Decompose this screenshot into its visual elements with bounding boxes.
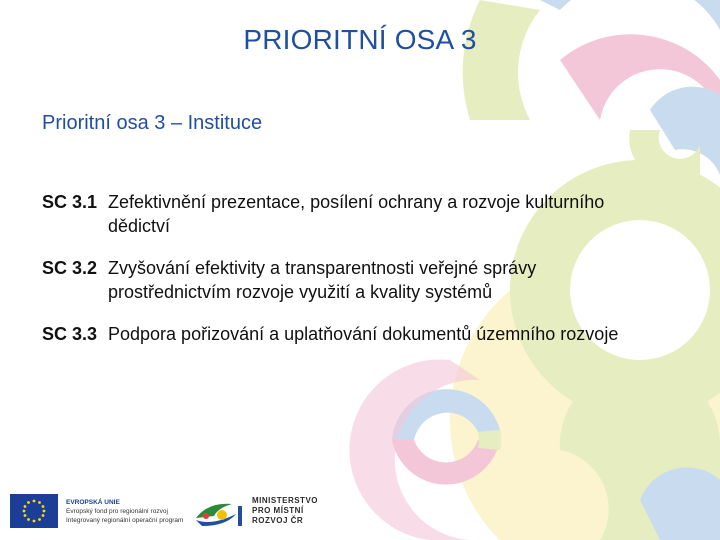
- mmr-line: ROZVOJ ČR: [252, 516, 304, 525]
- objective-list: [42, 190, 642, 364]
- objective-text: Zefektivnění prezentace, posílení ochrany a rozvoje kulturního dědictví: [108, 192, 605, 236]
- mmr-logo-icon: [192, 496, 250, 530]
- mmr-line: PRO MÍSTNÍ: [252, 506, 304, 515]
- eu-line: EVROPSKÁ UNIE: [66, 499, 120, 506]
- mmr-line: MINISTERSTVO: [252, 496, 319, 505]
- slide-subtitle: Prioritní osa 3 – Instituce: [42, 112, 263, 134]
- mmr-text-block: [252, 496, 318, 526]
- objective-text: Zvyšování efektivity a transparentnosti veřejné správy prostřednictvím rozvoje využití a kvality systémů: [108, 258, 537, 302]
- objective-code: SC 3.3: [42, 324, 98, 344]
- eu-flag-icon: [10, 494, 58, 528]
- objective-item: [42, 322, 642, 346]
- eu-line: Evropský fond pro regionální rozvoj: [66, 508, 168, 515]
- objective-item: [42, 256, 642, 304]
- bg-arc-green-top: [463, 0, 540, 120]
- objective-code: SC 3.2: [42, 258, 98, 278]
- footer-logos: [10, 494, 340, 532]
- objective-text: Podpora pořizování a uplatňování dokumentů územního rozvoje: [108, 324, 619, 344]
- objective-item: [42, 190, 642, 238]
- bg-ring-green-mid: [478, 430, 501, 450]
- eu-line: Integrovaný regionální operační program: [66, 517, 184, 524]
- objective-code: SC 3.1: [42, 192, 98, 212]
- eu-text-block: [66, 498, 186, 525]
- slide-title: PRIORITNÍ OSA 3: [243, 24, 477, 55]
